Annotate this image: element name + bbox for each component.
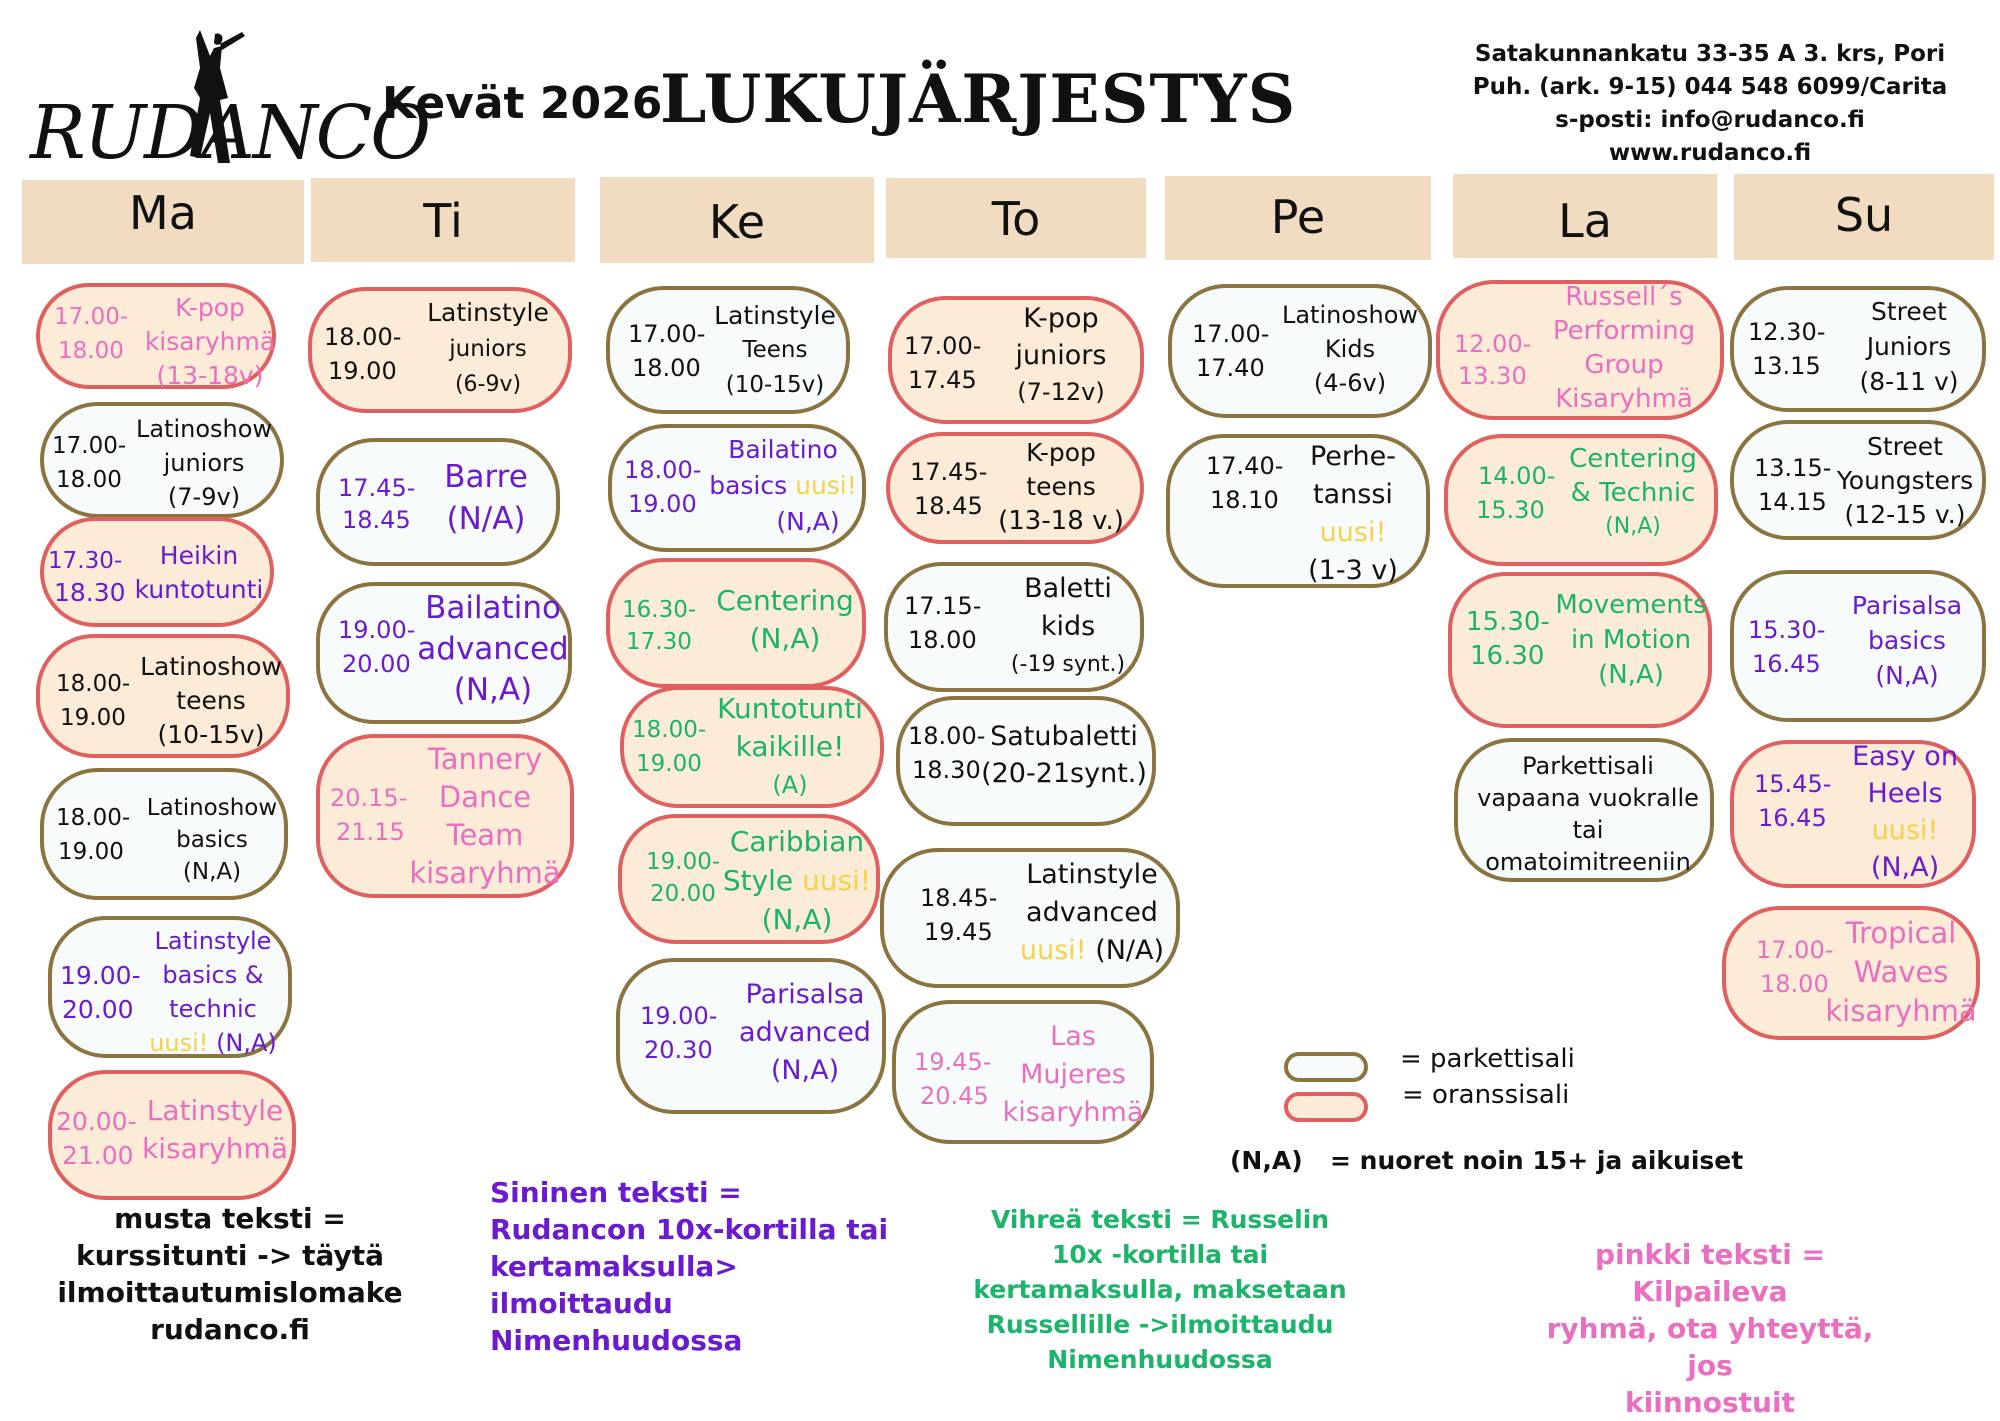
note-black-text: musta teksti = kurssitunti -> täytä ilmoittautumislomake rudanco.fi bbox=[57, 1202, 403, 1346]
note-blue-text: Sininen teksti = Rudancon 10x-kortilla tai kertamaksulla> ilmoittaudu Nimenhuudossa bbox=[490, 1176, 889, 1357]
legend-na-desc: = nuoret noin 15+ ja aikuiset bbox=[1330, 1146, 1744, 1175]
class-card[interactable]: 19.45- 20.45 Las Mujeres kisaryhmä bbox=[892, 1000, 1154, 1144]
legend-na-key: (N,A) bbox=[1230, 1146, 1303, 1175]
class-card[interactable]: 17.00- 18.00 Latinstyle Teens (10-15v) bbox=[606, 286, 850, 414]
legend-oranssisali-swatch bbox=[1284, 1092, 1368, 1122]
class-card[interactable]: 17.00- 18.00 K-pop kisaryhmä (13-18v) bbox=[36, 283, 276, 389]
website[interactable]: www.rudanco.fi bbox=[1608, 140, 1812, 166]
class-card[interactable]: 19.00- 20.30 Parisalsa advanced (N,A) bbox=[616, 958, 886, 1114]
class-card[interactable]: 12.00- 13.30 Russell´s Performing Group Kisaryhmä bbox=[1436, 280, 1724, 420]
page-title: LUKUJÄRJESTYS bbox=[660, 60, 1297, 138]
contact-info bbox=[1470, 38, 1950, 170]
class-card[interactable]: 19.00- 20.00 Caribbian Style uusi! (N,A) bbox=[618, 814, 880, 944]
class-card[interactable]: 18.00- 19.00 Latinoshow teens (10-15v) bbox=[36, 634, 290, 758]
class-card[interactable]: 17.00- 18.00 Tropical Waves kisaryhmä bbox=[1722, 906, 1980, 1040]
rudanco-logo bbox=[30, 28, 429, 178]
class-card[interactable]: 20.15- 21.15 Tannery Dance Team kisaryhmä bbox=[316, 734, 574, 898]
class-card[interactable]: 19.00- 20.00 Bailatino advanced (N,A) bbox=[316, 582, 572, 724]
logo-text: RUDANCO bbox=[30, 90, 429, 176]
note-green-text: Vihreä teksti = Russelin 10x -kortilla tai kertamaksulla, maksetaan Russellille ->ilmoittaudu Nimenhuudossa bbox=[973, 1205, 1347, 1374]
class-card[interactable]: 17.00- 17.45 K-pop juniors (7-12v) bbox=[888, 296, 1144, 424]
legend-parkettisali-label: = parkettisali bbox=[1400, 1044, 1575, 1074]
class-card[interactable]: 19.00- 20.00 Latinstyle basics & technic uusi! (N,A) bbox=[48, 916, 292, 1058]
class-card[interactable]: 14.00- 15.30 Centering & Technic (N,A) bbox=[1444, 434, 1718, 566]
class-card[interactable]: 20.00- 21.00 Latinstyle kisaryhmä bbox=[48, 1070, 296, 1200]
class-card[interactable]: 17.00- 17.40 Latinoshow Kids (4-6v) bbox=[1168, 284, 1432, 418]
day-header-la: La bbox=[1453, 174, 1717, 258]
class-card[interactable]: 15.30- 16.30 Movements in Motion (N,A) bbox=[1448, 572, 1712, 728]
class-card-rental[interactable]: Parkettisali vapaana vuokralle tai omatoimitreeniin bbox=[1454, 738, 1714, 882]
class-card[interactable]: 17.40- 18.10 Perhe- tanssi uusi! (1-3 v) bbox=[1166, 434, 1430, 588]
class-card[interactable]: 18.00- 19.00 Latinoshow basics (N,A) bbox=[40, 768, 288, 900]
class-card[interactable]: 17.45- 18.45 Barre (N/A) bbox=[316, 438, 560, 566]
day-header-pe: Pe bbox=[1165, 176, 1431, 260]
legend-parkettisali-swatch bbox=[1284, 1052, 1368, 1082]
class-card[interactable]: 17.30- 18.30 Heikin kuntotunti bbox=[40, 517, 274, 627]
day-header-su: Su bbox=[1734, 174, 1994, 260]
class-card[interactable]: 17.15- 18.00 Baletti kids (-19 synt.) bbox=[884, 562, 1144, 692]
class-card[interactable]: 15.45- 16.45 Easy on Heels uusi! (N,A) bbox=[1730, 740, 1976, 888]
legend-oranssisali-label: = oranssisali bbox=[1402, 1080, 1570, 1110]
note-pink-text: pinkki teksti = Kilpaileva ryhmä, ota yhteyttä, jos kiinnostuit bbox=[1546, 1238, 1874, 1419]
class-card[interactable]: 18.45- 19.45 Latinstyle advanced uusi! (N/A) bbox=[880, 848, 1180, 988]
season-label: Kevät 2026 bbox=[382, 78, 663, 129]
day-header-ma: Ma bbox=[22, 180, 304, 264]
day-header-to: To bbox=[886, 178, 1146, 258]
class-card[interactable]: 18.00- 18.30 Satubaletti (20-21synt.) bbox=[896, 696, 1156, 826]
class-card[interactable]: 18.00- 19.00 Latinstyle juniors (6-9v) bbox=[308, 287, 572, 413]
class-card[interactable]: 12.30- 13.15 Street Juniors (8-11 v) bbox=[1730, 286, 1986, 412]
class-card[interactable]: 18.00- 19.00 Kuntotunti kaikille! (A) bbox=[620, 686, 884, 808]
address: Satakunnankatu 33-35 A 3. krs, Pori bbox=[1474, 41, 1946, 67]
class-card[interactable]: 16.30- 17.30 Centering (N,A) bbox=[606, 558, 866, 688]
class-card[interactable]: 13.15- 14.15 Street Youngsters (12-15 v.) bbox=[1730, 420, 1986, 540]
class-card[interactable]: 17.00- 18.00 Latinoshow juniors (7-9v) bbox=[40, 402, 284, 518]
class-card[interactable]: 17.45- 18.45 K-pop teens (13-18 v.) bbox=[886, 432, 1144, 544]
day-header-ke: Ke bbox=[600, 177, 874, 263]
email: s-posti: info@rudanco.fi bbox=[1555, 107, 1865, 133]
day-header-ti: Ti bbox=[311, 178, 575, 262]
class-card[interactable]: 15.30- 16.45 Parisalsa basics (N,A) bbox=[1730, 570, 1986, 722]
class-card[interactable]: 18.00- 19.00 Bailatino basics uusi! (N,A) bbox=[608, 424, 866, 552]
phone: Puh. (ark. 9-15) 044 548 6099/Carita bbox=[1472, 74, 1948, 100]
